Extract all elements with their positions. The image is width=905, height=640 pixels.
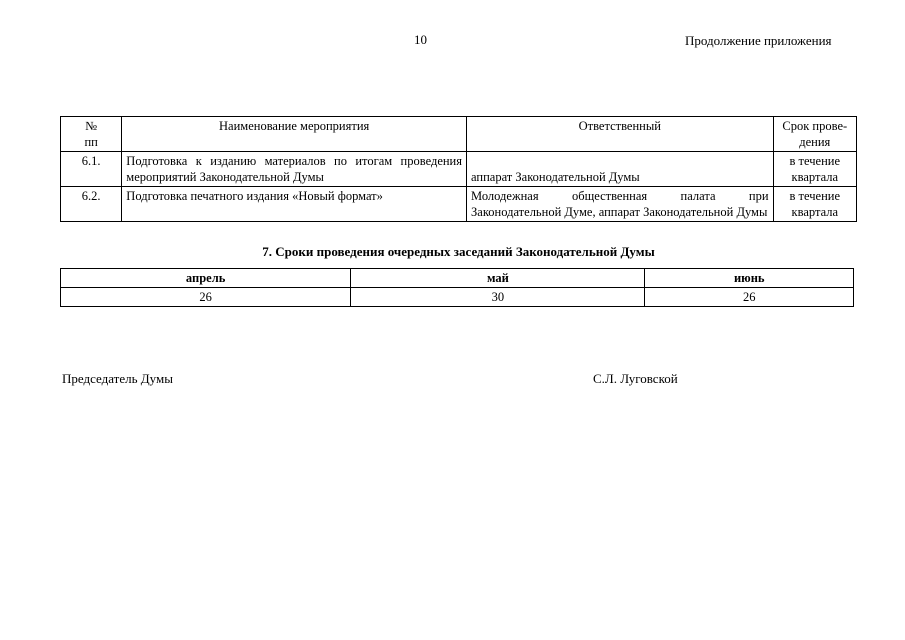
signature-role: Председатель Думы bbox=[62, 371, 173, 386]
table-row bbox=[61, 152, 857, 187]
section-title: 7. Сроки проведения очередных заседаний Законодательной Думы bbox=[262, 244, 655, 259]
day-may: 30 bbox=[351, 288, 645, 307]
row-responsible: Молодежная общественная палата при Законодательной Думе, аппарат Законодательной Думы bbox=[467, 187, 774, 222]
row-name: Подготовка к изданию материалов по итогам проведения мероприятий Законодательной Думы bbox=[122, 152, 467, 187]
row-term-line2: квартала bbox=[791, 205, 839, 219]
day-april: 26 bbox=[61, 288, 351, 307]
month-june: июнь bbox=[645, 269, 854, 288]
signature-name: С.Л. Луговской bbox=[593, 371, 678, 386]
plan-table bbox=[60, 116, 857, 222]
table-header-row bbox=[61, 117, 857, 152]
sessions-header-row bbox=[61, 269, 854, 288]
row-term-line1: в течение bbox=[789, 189, 841, 203]
row-name: Подготовка печатного издания «Новый формат» bbox=[122, 187, 467, 222]
row-num: 6.2. bbox=[61, 187, 122, 222]
row-term-line2: квартала bbox=[791, 170, 839, 184]
page-number: 10 bbox=[414, 32, 427, 47]
row-num: 6.1. bbox=[61, 152, 122, 187]
column-header-responsible: Ответственный bbox=[467, 117, 774, 152]
row-term-line1: в течение bbox=[789, 154, 841, 168]
column-header-term bbox=[773, 117, 856, 152]
column-header-num-line2: пп bbox=[84, 135, 98, 149]
row-term bbox=[773, 152, 856, 187]
column-header-name: Наименование мероприятия bbox=[122, 117, 467, 152]
column-header-term-line2: дения bbox=[799, 135, 831, 149]
column-header-num bbox=[61, 117, 122, 152]
month-april: апрель bbox=[61, 269, 351, 288]
day-june: 26 bbox=[645, 288, 854, 307]
month-may: май bbox=[351, 269, 645, 288]
row-responsible: аппарат Законодательной Думы bbox=[467, 152, 774, 187]
header-note: Продолжение приложения bbox=[685, 33, 832, 48]
row-term bbox=[773, 187, 856, 222]
column-header-term-line1: Срок прове- bbox=[782, 119, 848, 133]
sessions-days-row bbox=[61, 288, 854, 307]
column-header-num-line1: № bbox=[85, 119, 98, 133]
sessions-table bbox=[60, 268, 854, 307]
table-row bbox=[61, 187, 857, 222]
